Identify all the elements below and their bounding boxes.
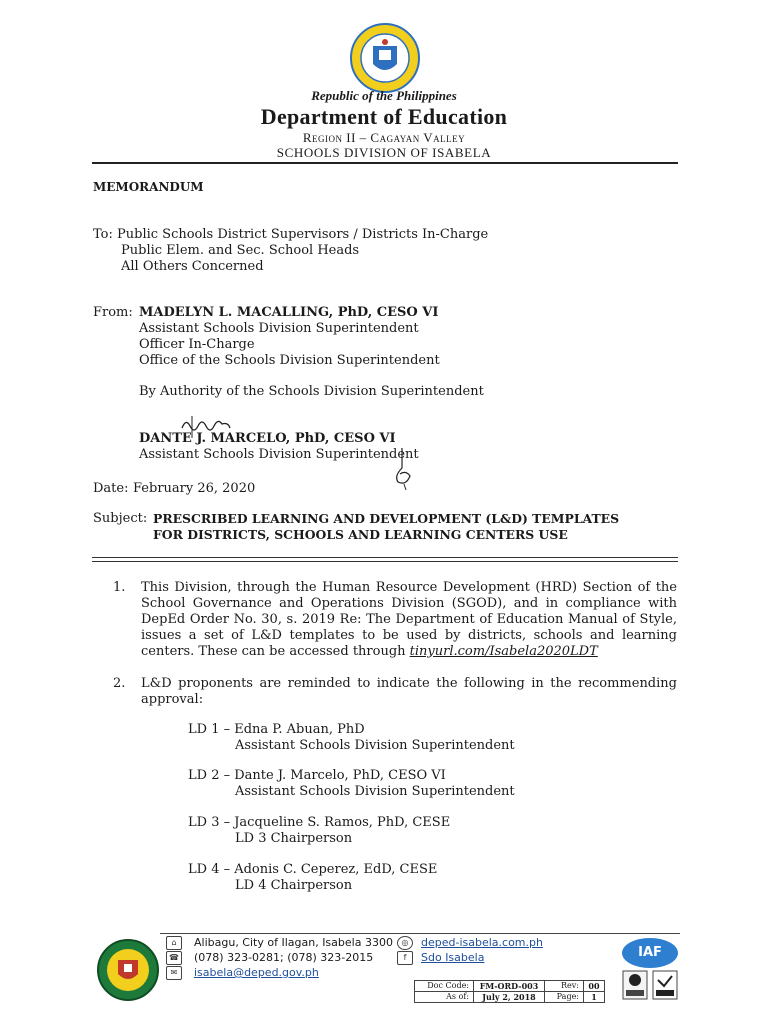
templates-link[interactable]: tinyurl.com/Isabela2020LDT bbox=[409, 644, 598, 659]
footer-facebook[interactable]: Sdo Isabela bbox=[421, 951, 485, 964]
deped-seal bbox=[349, 22, 421, 94]
subject-line-1: PRESCRIBED LEARNING AND DEVELOPMENT (L&D) TEMPLATES bbox=[153, 511, 620, 526]
from-label: From: bbox=[93, 305, 133, 320]
ld-4-name: LD 4 – Adonis C. Ceperez, EdD, CESE bbox=[188, 862, 438, 877]
globe-icon: ◎ bbox=[397, 936, 413, 950]
ld-2-name: LD 2 – Dante J. Marcelo, PhD, CESO VI bbox=[188, 768, 446, 783]
republic-heading: Republic of the Philippines bbox=[311, 88, 457, 103]
phone-icon: ☎ bbox=[166, 951, 182, 965]
certification-badge bbox=[652, 970, 678, 1000]
doc-code-value: FM-ORD-003 bbox=[474, 981, 545, 992]
footer-email[interactable]: isabela@deped.gov.ph bbox=[194, 966, 319, 979]
by-authority: By Authority of the Schools Division Superintendent bbox=[139, 384, 484, 399]
paragraph-1-text: This Division, through the Human Resource Development (HRD) Section of the School Governance and Operations Division (SGOD), and in compliance with DepEd Order No. 30, s. 2019 Re: The Department of Education Manual of Style, issues a set of L&D templates to be used by districts, schools and learning centers. These can be accessed through bbox=[141, 580, 677, 659]
ld-1-name: LD 1 – Edna P. Abuan, PhD bbox=[188, 722, 365, 737]
rev-value: 00 bbox=[584, 981, 605, 992]
paragraph-2: L&D proponents are reminded to indicate the following in the recommending approval: bbox=[141, 676, 677, 707]
to-line-2: Public Elem. and Sec. School Heads bbox=[121, 243, 360, 258]
facebook-icon: f bbox=[397, 951, 413, 965]
to-line-3: All Others Concerned bbox=[121, 259, 264, 274]
page-value: 1 bbox=[584, 992, 605, 1003]
division-seal bbox=[96, 938, 160, 1002]
mail-icon: ✉ bbox=[166, 966, 182, 980]
to-line-1: Public Schools District Supervisors / Districts In-Charge bbox=[117, 227, 489, 242]
date-value: February 26, 2020 bbox=[133, 481, 256, 496]
department-heading: Department of Education bbox=[260, 104, 508, 129]
footer-address: Alibagu, City of Ilagan, Isabela 3300 bbox=[194, 936, 393, 949]
page-label: Page: bbox=[545, 992, 584, 1003]
region-heading: Region II – Cagayan Valley bbox=[302, 130, 466, 145]
home-icon: ⌂ bbox=[166, 936, 182, 950]
ld-4-title: LD 4 Chairperson bbox=[235, 878, 353, 893]
rev-label: Rev: bbox=[545, 981, 584, 992]
ld-1-title: Assistant Schools Division Superintendent bbox=[235, 738, 515, 753]
subject-rule bbox=[92, 557, 678, 562]
division-heading: SCHOOLS DIVISION OF ISABELA bbox=[276, 145, 492, 160]
paragraph-2-number: 2. bbox=[113, 676, 126, 691]
ld-3-name: LD 3 – Jacqueline S. Ramos, PhD, CESE bbox=[188, 815, 451, 830]
to-label: To: bbox=[93, 227, 113, 242]
subject-line-2: FOR DISTRICTS, SCHOOLS AND LEARNING CENTERS USE bbox=[153, 527, 568, 542]
from-name: MADELYN L. MACALLING, PhD, CESO VI bbox=[139, 305, 439, 320]
footer-phone: (078) 323-0281; (078) 323-2015 bbox=[194, 951, 374, 964]
signatory-title: Assistant Schools Division Superintendent bbox=[139, 447, 419, 462]
footer-website[interactable]: deped-isabela.com.ph bbox=[421, 936, 543, 949]
ld-3-title: LD 3 Chairperson bbox=[235, 831, 353, 846]
from-title-1: Assistant Schools Division Superintendent bbox=[139, 321, 419, 336]
paragraph-1-number: 1. bbox=[113, 580, 126, 595]
subject-label: Subject: bbox=[93, 511, 148, 526]
signatory-name: DANTE J. MARCELO, PhD, CESO VI bbox=[139, 431, 396, 446]
header-rule bbox=[92, 162, 678, 164]
iso-badge bbox=[622, 970, 648, 1000]
date-label: Date: bbox=[93, 481, 129, 496]
from-title-2: Officer In-Charge bbox=[139, 337, 255, 352]
from-title-3: Office of the Schools Division Superintendent bbox=[139, 353, 440, 368]
paragraph-1 bbox=[141, 580, 677, 660]
memo-heading: MEMORANDUM bbox=[93, 180, 204, 194]
ld-2-title: Assistant Schools Division Superintendent bbox=[235, 784, 515, 799]
footer-rule bbox=[160, 933, 680, 934]
as-of-label: As of: bbox=[415, 992, 474, 1003]
as-of-value: July 2, 2018 bbox=[474, 992, 545, 1003]
doc-control-box bbox=[414, 980, 605, 1003]
doc-code-label: Doc Code: bbox=[415, 981, 474, 992]
iaf-logo: IAF bbox=[622, 938, 678, 968]
